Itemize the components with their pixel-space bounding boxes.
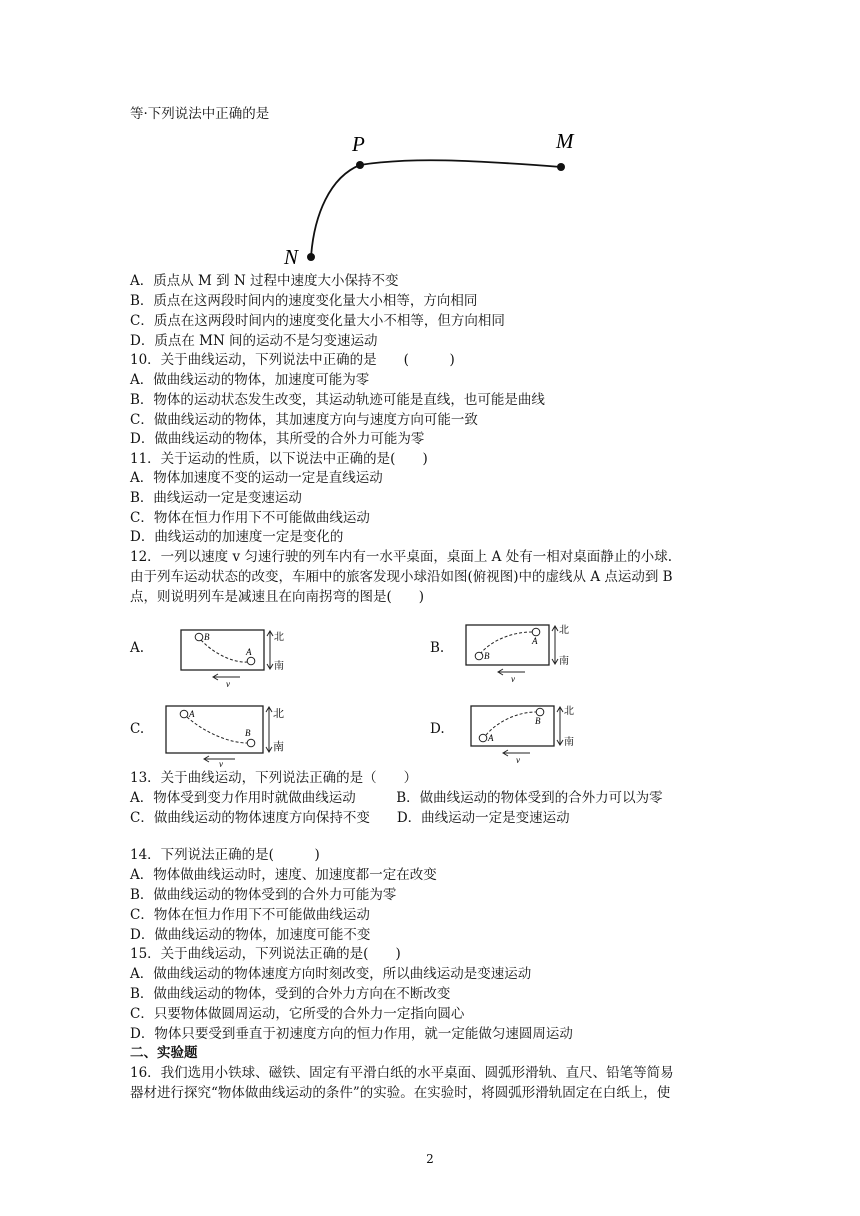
ball-a <box>479 734 487 742</box>
ball-b <box>475 652 483 660</box>
label-m: M <box>556 129 574 153</box>
ball-a <box>532 628 540 636</box>
label-n: N <box>284 245 299 269</box>
q12-figure-b <box>465 622 580 684</box>
label-p: P <box>352 132 365 156</box>
q15-option-a: A．做曲线运动的物体速度方向时刻改变，所以曲线运动是变速运动 <box>130 966 532 982</box>
north-label: 北 <box>564 706 574 717</box>
q12-figure-a <box>180 627 295 689</box>
q14-option-a: A．物体做曲线运动时，速度、加速度都一定在改变 <box>130 867 437 883</box>
q15-stem: 15．关于曲线运动，下列说法正确的是( ) <box>130 946 401 962</box>
north-label: 北 <box>559 625 569 636</box>
v-label: v <box>226 679 230 689</box>
q16-line-2: 器材进行探究“物体做曲线运动的条件”的实验。在实验时，将圆弧形滑轨固定在白纸上，使 <box>130 1085 671 1101</box>
point-p <box>356 161 364 169</box>
q12-label-d: D. <box>430 721 445 737</box>
q9-option-a: A．质点从 M 到 N 过程中速度大小保持不变 <box>130 273 399 289</box>
ball-b <box>536 708 544 716</box>
q11-stem: 11．关于运动的性质，以下说法中正确的是( ) <box>130 451 428 467</box>
q12-stem-2: 由于列车运动状态的改变，车厢中的旅客发现小球沿如图(俯视图)中的虚线从 A 点运动到 B <box>130 569 673 585</box>
trajectory-curve <box>311 160 561 257</box>
page-number: 2 <box>426 1152 434 1166</box>
q13-options-row2: C．做曲线运动的物体速度方向保持不变 D．曲线运动一定是变速运动 <box>130 810 570 826</box>
q9-option-b: B．质点在这两段时间内的速度变化量大小相等，方向相同 <box>130 293 478 309</box>
q11-option-b: B．曲线运动一定是变速运动 <box>130 490 302 506</box>
q11-option-d: D．曲线运动的加速度一定是变化的 <box>130 529 344 545</box>
q13-options-row1: A．物体受到变力作用时就做曲线运动 B．做曲线运动的物体受到的合外力可以为零 <box>130 790 663 806</box>
q11-option-a: A．物体加速度不变的运动一定是直线运动 <box>130 470 383 486</box>
q12-figure-d <box>470 703 585 765</box>
q9-option-c: C．质点在这两段时间内的速度变化量大小不相等，但方向相同 <box>130 313 505 329</box>
label-a: A <box>532 636 538 646</box>
north-label: 北 <box>273 708 284 720</box>
q10-option-c: C．做曲线运动的物体，其加速度方向与速度方向可能一致 <box>130 412 478 428</box>
q11-option-c: C．物体在恒力作用下不可能做曲线运动 <box>130 510 370 526</box>
q9-option-d: D．质点在 MN 间的运动不是匀变速运动 <box>130 333 378 349</box>
q12-stem-1: 12．一列以速度 v 匀速行驶的列车内有一水平桌面，桌面上 A 处有一相对桌面静止的小球. <box>130 549 673 565</box>
point-m <box>557 163 565 171</box>
label-a: A <box>246 647 252 657</box>
south-label: 南 <box>273 741 284 753</box>
q10-option-d: D．做曲线运动的物体，其所受的合外力可能为零 <box>130 431 425 447</box>
south-label: 南 <box>559 656 569 667</box>
label-b: B <box>245 728 251 738</box>
q12-label-c: C. <box>130 721 145 737</box>
intro-text: 等·下列说法中正确的是 <box>130 106 270 122</box>
q12-stem-3: 点，则说明列车是减速且在向南拐弯的图是( ) <box>130 589 425 605</box>
q15-option-d: D．物体只要受到垂直于初速度方向的恒力作用，就一定能做匀速圆周运动 <box>130 1026 573 1042</box>
ball-b <box>247 739 255 747</box>
label-a: A <box>189 709 195 719</box>
point-n <box>307 253 315 261</box>
q14-option-c: C．物体在恒力作用下不可能做曲线运动 <box>130 907 370 923</box>
q10-stem: 10．关于曲线运动，下列说法中正确的是 ( ) <box>130 352 455 368</box>
q10-option-a: A．做曲线运动的物体，加速度可能为零 <box>130 372 370 388</box>
label-b: B <box>484 651 490 661</box>
v-label: v <box>219 759 223 769</box>
q14-option-d: D．做曲线运动的物体，加速度可能不变 <box>130 927 371 943</box>
south-label: 南 <box>274 661 284 672</box>
q15-option-b: B．做曲线运动的物体，受到的合外力方向在不断改变 <box>130 986 451 1002</box>
ball-a <box>180 710 188 718</box>
q15-option-c: C．只要物体做圆周运动，它所受的合外力一定指向圆心 <box>130 1006 465 1022</box>
label-b: B <box>204 632 210 642</box>
q14-option-b: B．做曲线运动的物体受到的合外力可能为零 <box>130 887 397 903</box>
trajectory-figure <box>270 125 600 270</box>
label-b: B <box>535 716 541 726</box>
section-heading: 二、实验题 <box>130 1045 198 1061</box>
q10-option-b: B．物体的运动状态发生改变，其运动轨迹可能是直线，也可能是曲线 <box>130 392 545 408</box>
q12-figure-c <box>165 703 284 769</box>
v-label: v <box>516 755 520 765</box>
q13-stem: 13．关于曲线运动，下列说法正确的是（ ） <box>130 770 418 786</box>
q12-label-b: B. <box>430 640 445 656</box>
label-a: A <box>488 733 494 743</box>
q16-line-1: 16．我们选用小铁球、磁铁、固定有平滑白纸的水平桌面、圆弧形滑轨、直尺、铅笔等简易 <box>130 1065 674 1081</box>
ball-b <box>195 633 203 641</box>
ball-a <box>247 657 255 665</box>
v-label: v <box>511 674 515 684</box>
north-label: 北 <box>274 632 284 643</box>
south-label: 南 <box>564 737 574 748</box>
q12-label-a: A. <box>130 640 145 656</box>
q14-stem: 14．下列说法正确的是( ) <box>130 847 320 863</box>
